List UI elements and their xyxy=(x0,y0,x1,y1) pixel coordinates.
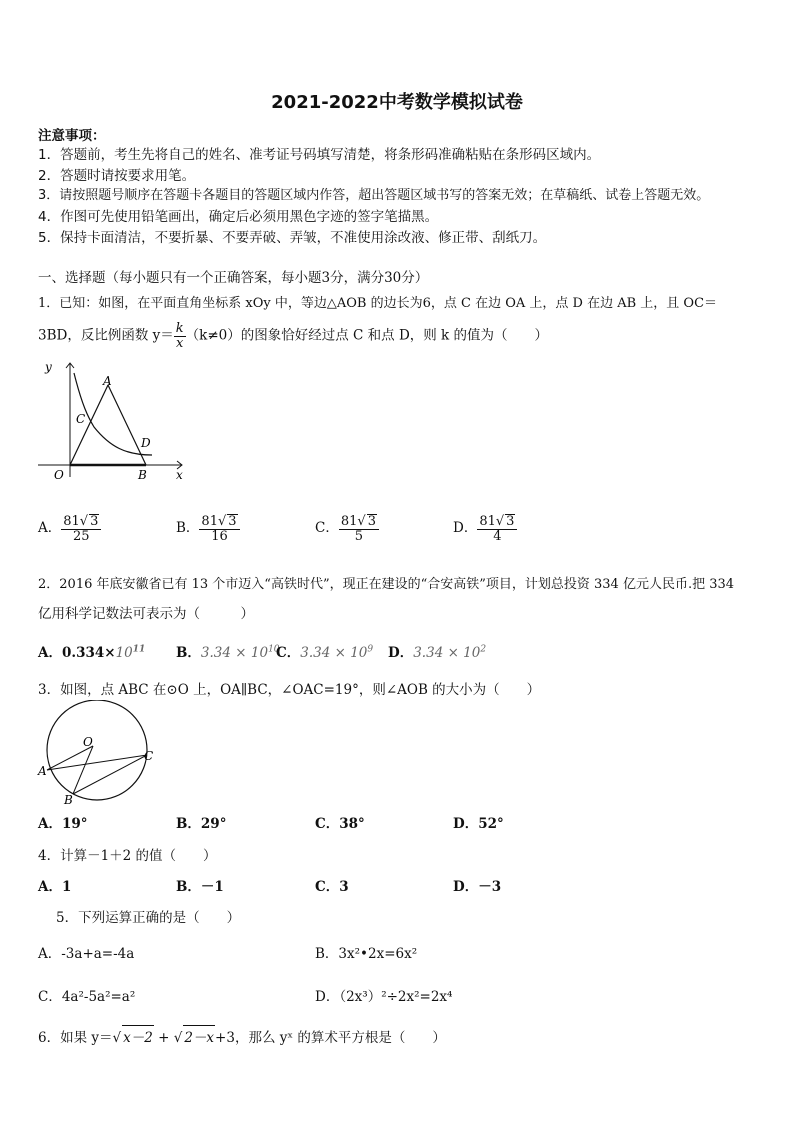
num-coef: 81 xyxy=(479,514,496,529)
q1-option-b[interactable] xyxy=(176,514,240,543)
option-label: C． xyxy=(315,520,339,537)
q5-option-c[interactable]: C．4a²-5a²=a² xyxy=(38,989,136,1005)
frac-num: k xyxy=(175,321,184,336)
q1-figure xyxy=(30,355,195,485)
option-pow10: 10 xyxy=(115,645,133,661)
q3-option-d[interactable]: D．52° xyxy=(453,816,504,832)
q5-option-b[interactable]: B．3x²•2x=6x² xyxy=(315,946,418,962)
q2-text: 2．2016 年底安徽省已有 13 个市迈入“高铁时代”，现正在建设的“合安高铁”项目，计划总投资 334 亿元人民币.把 334 xyxy=(38,577,735,592)
option-exp: 9 xyxy=(367,644,374,655)
frac-den: 4 xyxy=(493,528,502,544)
option-label: C． xyxy=(276,645,301,661)
option-label: D． xyxy=(388,645,414,661)
q5-text: 5．下列运算正确的是（ ） xyxy=(56,910,241,926)
q4-option-b[interactable]: B．－1 xyxy=(176,879,224,895)
sqrt-1: √ x－2 xyxy=(113,1030,154,1046)
option-base: 3.34 × xyxy=(300,645,351,661)
segment-ab xyxy=(108,385,146,465)
frac-den: 25 xyxy=(73,528,90,544)
label-d: D xyxy=(141,436,151,450)
q4-text: 4．计算－1＋2 的值（ ） xyxy=(38,848,217,864)
page-title: 2021-2022中考数学模拟试卷 xyxy=(271,92,523,113)
label-a: A xyxy=(103,374,112,388)
option-base: 0.334× xyxy=(61,645,116,661)
option-fraction: $\frac{81√ 3}{25}$ xyxy=(61,514,101,543)
q6-text xyxy=(38,1025,446,1046)
num-radicand: 3 xyxy=(506,514,515,529)
label-x: x xyxy=(176,468,183,482)
segment-ob xyxy=(73,746,93,794)
option-label: A． xyxy=(38,645,62,661)
option-label: D． xyxy=(453,520,478,537)
section-heading: 一、选择题（每小题只有一个正确答案，每小题3分，满分30分） xyxy=(38,270,429,286)
q1-func-suffix: （k≠0）的图象恰好经过点 C 和点 D，则 k 的值为（ ） xyxy=(185,327,549,344)
option-exp: 11 xyxy=(132,644,146,655)
q1-func-prefix: 3BD，反比例函数 y＝ xyxy=(38,327,174,344)
num-radicand: 3 xyxy=(90,514,99,529)
num-coef: 81 xyxy=(63,514,80,529)
label-b: B xyxy=(64,793,73,806)
radicand-2: 2－x xyxy=(183,1025,215,1046)
q2-option-b[interactable] xyxy=(176,641,280,661)
notice-item: 4．作图可先使用铅笔画出，确定后必须用黑色字迹的签字笔描黑。 xyxy=(38,209,439,225)
q6-plus: + xyxy=(153,1030,174,1046)
label-o: O xyxy=(54,468,64,482)
q3-option-a[interactable]: A．19° xyxy=(38,816,88,832)
notice-item: 1．答题前，考生先将自己的姓名、准考证号码填写清楚，将条形码准确粘贴在条形码区域内。 xyxy=(38,147,601,163)
sqrt-2: √ 2－x xyxy=(174,1030,215,1046)
option-label: B． xyxy=(176,520,200,537)
q2-text-2: 亿用科学记数法可表示为（ ） xyxy=(38,606,254,622)
option-base: 3.34 × xyxy=(200,645,251,661)
q1-text-2 xyxy=(38,322,548,350)
q6-suffix: +3，那么 yˣ 的算术平方根是（ ） xyxy=(215,1030,446,1046)
q4-option-a[interactable]: A．1 xyxy=(38,879,72,895)
option-fraction: $\frac{81√ 3}{5}$ xyxy=(339,514,379,543)
label-y: y xyxy=(45,360,52,374)
option-fraction: $\frac{81√ 3}{16}$ xyxy=(199,514,239,543)
q1-fraction xyxy=(174,322,186,350)
q2-option-c[interactable] xyxy=(276,641,373,661)
option-fraction: $\frac{81√ 3}{4}$ xyxy=(477,514,517,543)
label-c: C xyxy=(144,749,154,763)
label-c: C xyxy=(76,412,86,426)
option-pow10: 10 xyxy=(350,645,368,661)
option-label: B． xyxy=(176,645,201,661)
radicand-1: x－2 xyxy=(122,1025,154,1046)
q2-option-a[interactable] xyxy=(38,641,145,661)
num-coef: 81 xyxy=(340,514,358,529)
q3-option-c[interactable]: C．38° xyxy=(315,816,365,832)
frac-den: 16 xyxy=(211,528,228,544)
q3-option-b[interactable]: B．29° xyxy=(176,816,227,832)
num-radicand: 3 xyxy=(367,514,376,529)
q4-option-c[interactable]: C．3 xyxy=(315,879,349,895)
num-radicand: 3 xyxy=(228,514,237,529)
num-coef: 81 xyxy=(201,514,218,529)
notice-item: 3．请按照题号顺序在答题卡各题目的答题区域内作答，超出答题区域书写的答案无效；在草稿纸、试卷上答题无效。 xyxy=(38,188,710,203)
q1-option-d[interactable] xyxy=(453,514,517,543)
q2-option-d[interactable] xyxy=(388,641,486,661)
label-a: A xyxy=(38,764,47,778)
circle-o xyxy=(47,700,147,800)
option-pow10: 10 xyxy=(250,645,269,661)
q3-figure xyxy=(36,700,158,806)
q1-option-c[interactable] xyxy=(315,514,379,543)
q4-option-d[interactable]: D．－3 xyxy=(453,879,502,895)
label-o: O xyxy=(83,735,93,749)
q5-option-d[interactable]: D．（2x³）²÷2x²=2x⁴ xyxy=(315,989,453,1005)
q5-option-a[interactable]: A．-3a+a=-4a xyxy=(38,946,135,962)
frac-den: 5 xyxy=(354,528,364,544)
option-base: 3.34 × xyxy=(413,645,464,661)
option-pow10: 10 xyxy=(463,645,481,661)
q1-text: 1．已知：如图，在平面直角坐标系 xOy 中，等边△AOB 的边长为6，点 C 在边 OA 上，点 D 在边 AB 上，且 OC＝ xyxy=(38,296,718,311)
notice-item: 5．保持卡面清洁，不要折暴、不要弄破、弄皱，不准使用涂改液、修正带、刮纸刀。 xyxy=(38,230,547,246)
q6-prefix: 6．如果 y＝ xyxy=(38,1030,113,1046)
notice-item: 2．答题时请按要求用笔。 xyxy=(38,168,196,184)
notice-heading: 注意事项： xyxy=(38,128,106,144)
option-exp: 2 xyxy=(480,644,487,655)
q3-text: 3．如图，点 ABC 在⊙O 上，OA∥BC，∠OAC=19°，则∠AOB 的大小为（ ） xyxy=(38,682,541,698)
option-label: A． xyxy=(38,520,62,537)
q1-option-a[interactable] xyxy=(38,514,101,543)
option-exp: 10 xyxy=(268,644,280,655)
label-b: B xyxy=(138,468,147,482)
frac-den: x xyxy=(176,335,184,351)
